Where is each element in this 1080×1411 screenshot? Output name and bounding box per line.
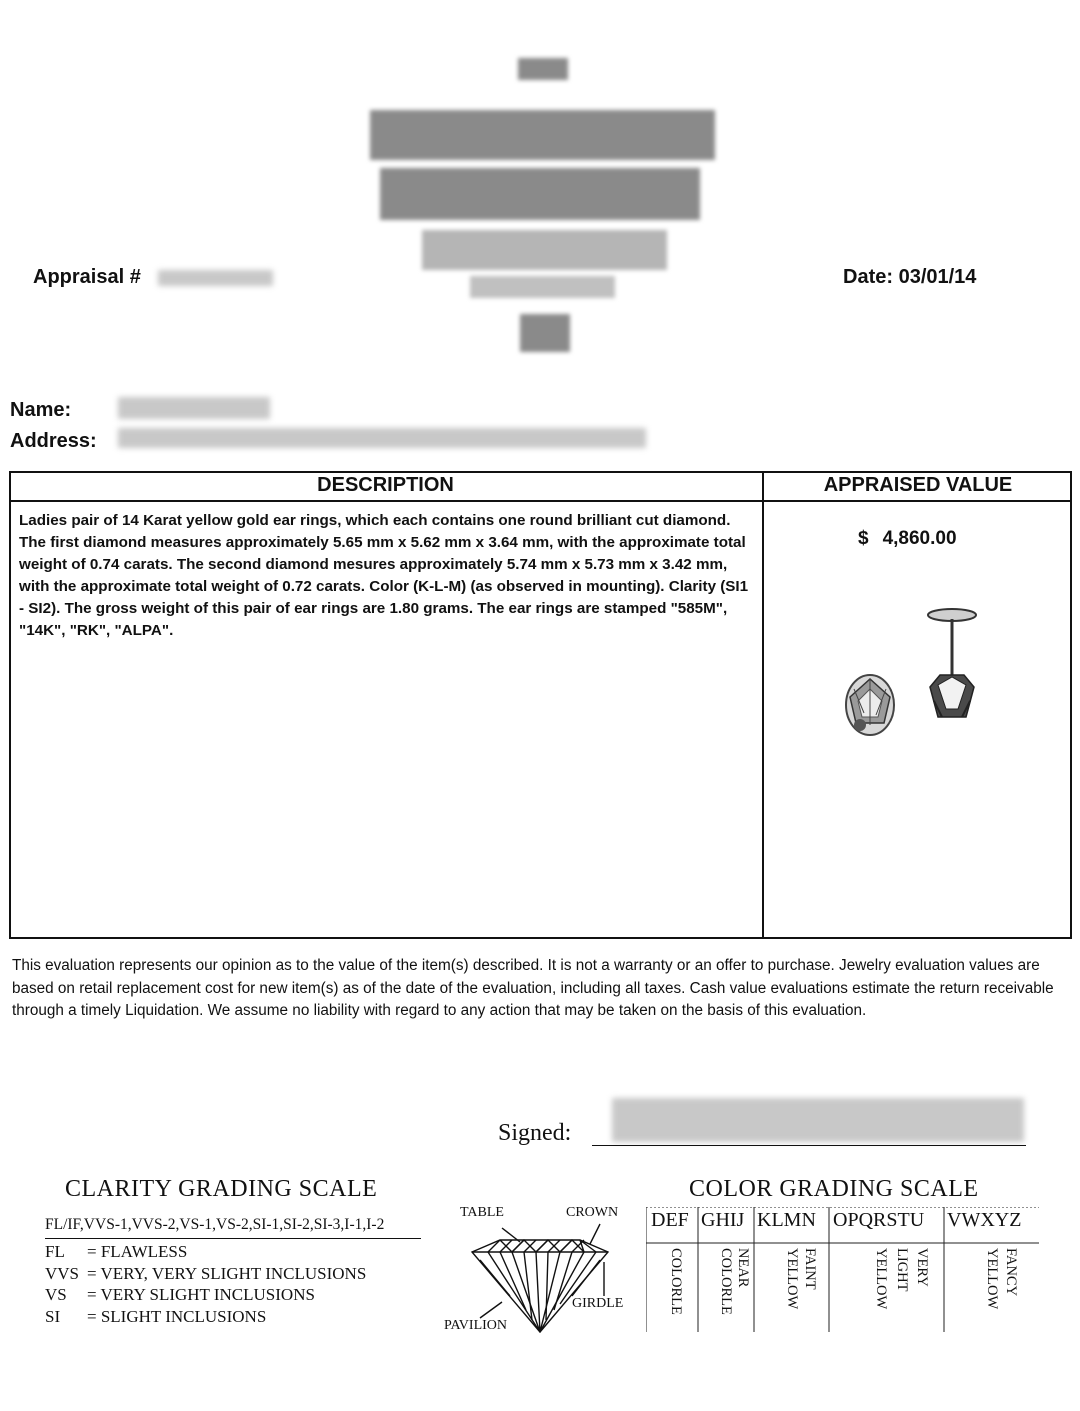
name-redacted	[118, 397, 270, 419]
address-label: Address:	[10, 430, 97, 452]
diamond-label-pavilion: PAVILION	[444, 1318, 508, 1333]
color-desc-faint-yellow: YELLOW	[784, 1248, 800, 1310]
clarity-code: FL	[45, 1242, 65, 1261]
item-description: Ladies pair of 14 Karat yellow gold ear rings, which each contains one round brilliant cut diamond. The first diamond measures approximately 5.65 mm x 5.62 mm x 3.64 mm, with the approximate total weight of 0.74 carats. The second diamond mesures approximately 5.74 mm x 5.73 mm x 3.42 mm, with the approximate total weight of 0.72 carats. Color (K-L-M) (as observed in mounting). Clarity (SI1 - SI2). The gross weight of this pair of ear rings are 1.80 grams. The ear rings are stamped "585M", "14K", "RK", "ALPA".	[19, 512, 749, 639]
color-desc-near: NEAR	[735, 1248, 751, 1288]
clarity-row-fl	[45, 1242, 187, 1262]
clarity-row-vvs	[45, 1264, 366, 1284]
clarity-meaning: = FLAWLESS	[87, 1242, 188, 1261]
clarity-code: VS	[45, 1285, 67, 1304]
diamond-label-crown: CROWN	[566, 1205, 619, 1220]
disclaimer-text: This evaluation represents our opinion as to the value of the item(s) described. It is not a warranty or an offer to purchase. Jewelry evaluation values are based on retail replacement cost for new item(s) as of the date of the evaluation, including all taxes. Cash value evaluations estimate the return receivable through a timely Liquidation. We assume no liability with regard to any action that may be taken on the basis of this evaluation.	[12, 957, 1054, 1019]
appraisal-number-label: Appraisal #	[33, 266, 141, 288]
color-desc-light-yellow: YELLOW	[873, 1248, 889, 1310]
color-group-def: DEF	[651, 1209, 689, 1231]
appraised-value	[858, 528, 957, 550]
clarity-row-vs	[45, 1285, 315, 1305]
value-amount: 4,860.00	[882, 528, 957, 549]
table-column-divider	[762, 471, 764, 939]
appraisal-number-redacted	[158, 270, 273, 286]
color-group-opqrstu: OPQRSTU	[833, 1209, 925, 1231]
color-desc-near-colorless: COLORLE	[718, 1248, 734, 1315]
address-redacted	[118, 428, 646, 448]
color-desc-colorless: COLORLE	[668, 1248, 684, 1315]
clarity-meaning: = VERY SLIGHT INCLUSIONS	[87, 1285, 315, 1304]
name-label: Name:	[10, 399, 72, 421]
color-group-ghij: GHIJ	[701, 1209, 745, 1231]
clarity-scale-title: CLARITY GRADING SCALE	[65, 1176, 378, 1202]
color-scale-title: COLOR GRADING SCALE	[689, 1176, 979, 1202]
clarity-meaning: = VERY, VERY SLIGHT INCLUSIONS	[87, 1264, 367, 1283]
signed-label: Signed:	[498, 1120, 572, 1146]
appraisal-date: Date: 03/01/14	[843, 266, 977, 288]
currency-symbol: $	[858, 528, 869, 549]
diamond-label-girdle: GIRDLE	[572, 1296, 624, 1311]
clarity-scale-grades: FL/IF,VVS-1,VVS-2,VS-1,VS-2,SI-1,SI-2,SI-3,I-1,I-2	[45, 1216, 385, 1233]
color-desc-light: LIGHT	[894, 1248, 910, 1292]
earring-image	[834, 605, 984, 745]
signature-line	[592, 1145, 1026, 1146]
clarity-scale-underline	[45, 1238, 421, 1239]
color-desc-fancy-yellow: YELLOW	[984, 1248, 1000, 1310]
color-desc-faint: FAINT	[802, 1248, 818, 1290]
clarity-code: SI	[45, 1307, 61, 1326]
diamond-label-table: TABLE	[460, 1205, 504, 1220]
clarity-row-si	[45, 1307, 266, 1327]
color-desc-fancy: FANCY	[1003, 1248, 1019, 1297]
color-desc-very: VERY	[914, 1248, 930, 1287]
appraised-value-header: APPRAISED VALUE	[823, 474, 1013, 496]
clarity-code: VVS	[45, 1264, 80, 1283]
company-logo	[360, 58, 720, 358]
signature-redacted	[612, 1098, 1024, 1142]
color-group-klmn: KLMN	[757, 1209, 816, 1231]
description-header: DESCRIPTION	[317, 474, 454, 496]
clarity-meaning: = SLIGHT INCLUSIONS	[87, 1307, 267, 1326]
color-group-vwxyz: VWXYZ	[947, 1209, 1022, 1231]
table-header-divider	[9, 500, 1072, 502]
